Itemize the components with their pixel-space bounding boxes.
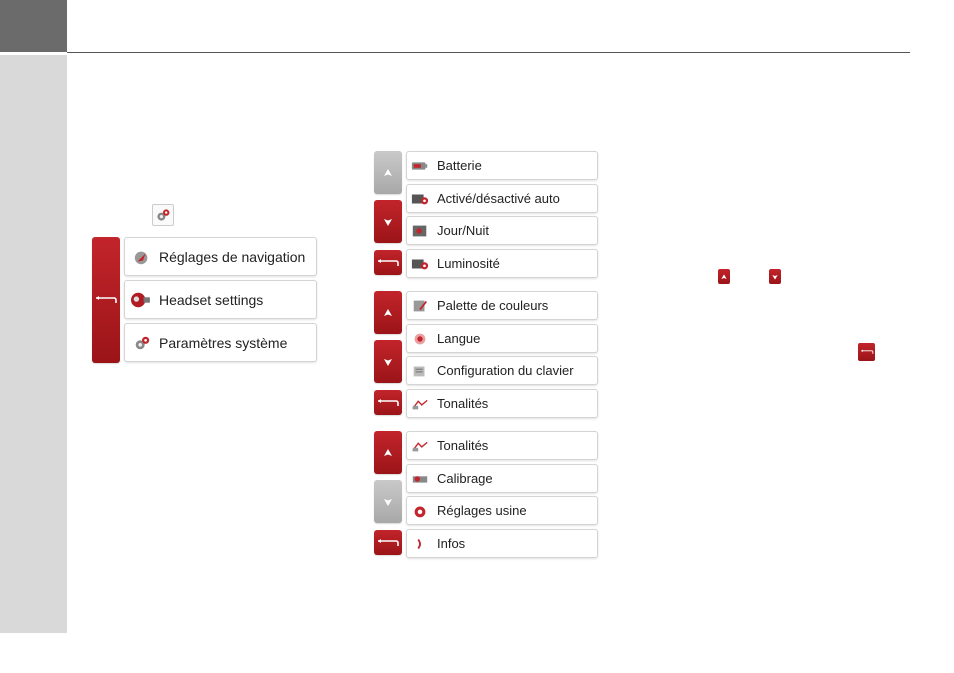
side-margin-bar [0, 55, 67, 633]
tones-icon [411, 439, 429, 453]
arrow-up-icon [382, 447, 394, 459]
menu-item-color-palette[interactable]: Palette de couleurs [406, 291, 598, 320]
battery-icon [411, 159, 429, 173]
menu-item-brightness[interactable]: Luminosité [406, 249, 598, 278]
inline-down-icon [769, 269, 781, 284]
system-settings-icon [152, 204, 174, 226]
tones-icon [411, 397, 429, 411]
inline-up-icon [718, 269, 730, 284]
back-button[interactable] [374, 390, 402, 415]
menu-item-calibration[interactable]: Calibrage [406, 464, 598, 493]
menu-item-tones[interactable]: Tonalités [406, 431, 598, 460]
navigation-settings-icon [131, 248, 153, 266]
arrow-down-icon [382, 356, 394, 368]
scroll-up-button[interactable] [374, 291, 402, 334]
language-icon [411, 332, 429, 346]
scroll-down-button-disabled[interactable] [374, 480, 402, 523]
scroll-up-button-disabled[interactable] [374, 151, 402, 194]
back-arrow-icon [376, 538, 400, 548]
day-night-icon [411, 224, 429, 238]
arrow-down-icon [382, 216, 394, 228]
back-button[interactable] [92, 237, 120, 363]
back-arrow-icon [376, 258, 400, 268]
factory-settings-icon [411, 504, 429, 518]
color-palette-icon [411, 299, 429, 313]
system-settings-icon [131, 334, 153, 352]
auto-power-icon [411, 192, 429, 206]
menu-item-info[interactable]: Infos [406, 529, 598, 558]
headset-icon [127, 291, 153, 309]
scroll-up-button[interactable] [374, 431, 402, 474]
menu-item-keyboard-config[interactable]: Configuration du clavier [406, 356, 598, 385]
arrow-up-icon [382, 167, 394, 179]
menu-item-battery[interactable]: Batterie [406, 151, 598, 180]
menu-item-day-night[interactable]: Jour/Nuit [406, 216, 598, 245]
arrow-up-icon [382, 307, 394, 319]
scroll-down-button[interactable] [374, 200, 402, 243]
calibration-icon [411, 472, 429, 486]
info-icon [411, 537, 429, 551]
keyboard-config-icon [411, 364, 429, 378]
scroll-down-button[interactable] [374, 340, 402, 383]
menu-item-system-settings[interactable]: Paramètres système [124, 323, 317, 362]
arrow-down-icon [382, 496, 394, 508]
menu-item-tones[interactable]: Tonalités [406, 389, 598, 418]
menu-item-headset-settings[interactable]: Headset settings [124, 280, 317, 319]
brightness-icon [411, 257, 429, 271]
menu-item-factory-settings[interactable]: Réglages usine [406, 496, 598, 525]
menu-item-navigation-settings[interactable]: Réglages de navigation [124, 237, 317, 276]
back-button[interactable] [374, 250, 402, 275]
back-arrow-icon [94, 295, 118, 305]
menu-item-language[interactable]: Langue [406, 324, 598, 353]
back-button[interactable] [374, 530, 402, 555]
back-arrow-icon [376, 398, 400, 408]
menu-item-auto-power[interactable]: Activé/désactivé auto [406, 184, 598, 213]
inline-back-icon [858, 343, 875, 361]
page-corner-block [0, 0, 67, 52]
header-divider [67, 52, 910, 53]
